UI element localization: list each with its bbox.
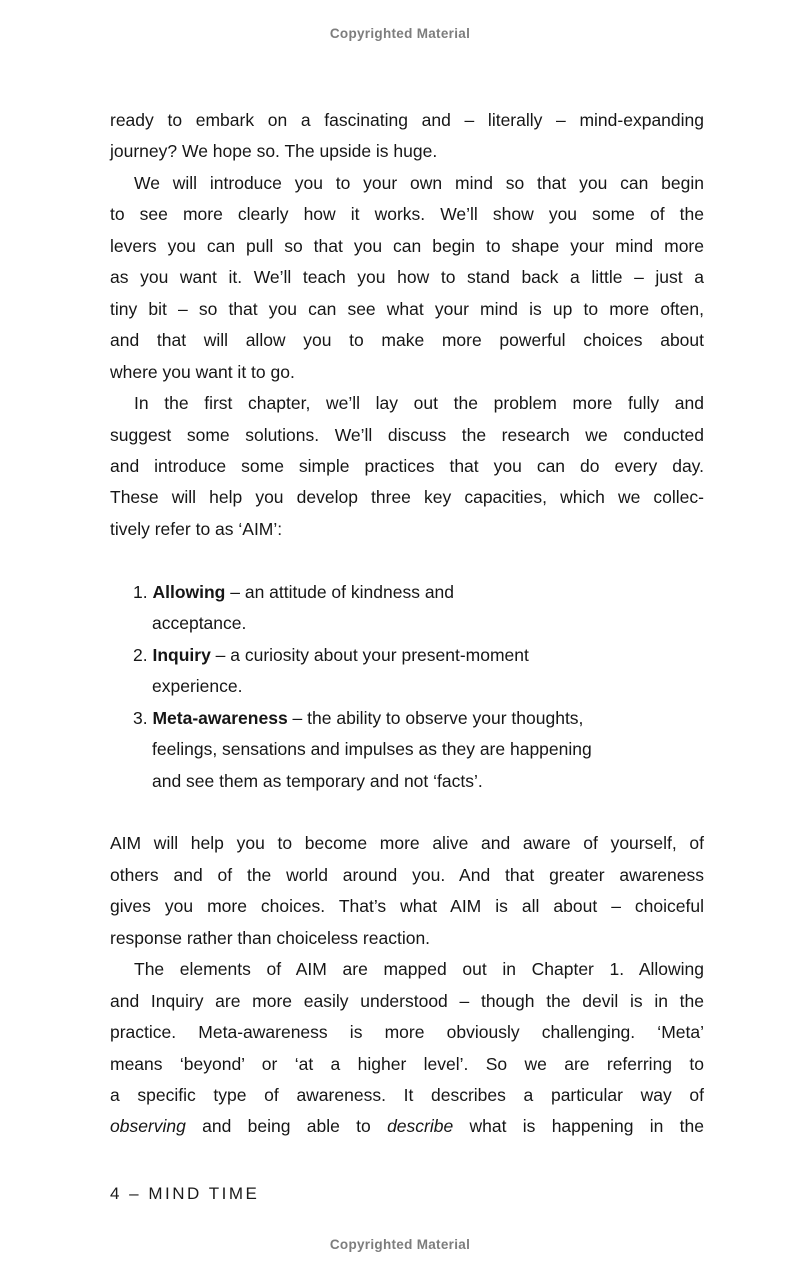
list-item-term: Meta-awareness <box>152 707 288 728</box>
numbered-list <box>110 577 704 797</box>
list-item <box>110 640 704 703</box>
text-line: means ‘beyond’ or ‘at a higher level’. So we are referring to <box>110 1053 704 1074</box>
text-line: to see more clearly how it works. We’ll show you some of the <box>110 204 704 225</box>
list-item-number: 1. <box>133 581 153 602</box>
text-line: practice. Meta-awareness is more obviously challenging. ‘Meta’ <box>110 1022 704 1043</box>
list-item <box>110 703 704 797</box>
paragraph <box>110 828 704 954</box>
text-line: where you want it to go. <box>110 361 295 382</box>
text-line: AIM will help you to become more alive and aware of yourself, of <box>110 833 704 854</box>
text-line: experience. <box>152 676 243 697</box>
text-line: others and of the world around you. And that greater awareness <box>110 864 704 885</box>
text-line: acceptance. <box>152 613 247 634</box>
text-line: We will introduce you to your own mind so that you can begin <box>134 172 704 193</box>
text-line: The elements of AIM are mapped out in Chapter 1. Allowing <box>134 959 704 980</box>
text-line: ready to embark on a fascinating and – literally – mind-expanding <box>110 110 704 130</box>
text-line: and Inquiry are more easily understood – though the devil is in the <box>110 990 704 1011</box>
list-item-term: Allowing <box>152 581 226 602</box>
text-line: gives you more choices. That’s what AIM is all about – choiceful <box>110 896 704 917</box>
text-line: suggest some solutions. We’ll discuss the research we conducted <box>110 424 704 445</box>
text-line: 2. Inquiry – a curiosity about your present-moment <box>133 644 529 665</box>
text-line: 1. Allowing – an attitude of kindness and <box>133 581 455 602</box>
text-line: In the first chapter, we’ll lay out the problem more fully and <box>134 393 704 414</box>
text-line: observing and being able to describe what is happening in the <box>110 1116 704 1137</box>
text-line: and that will allow you to make more powerful choices about <box>110 330 704 351</box>
text-line: response rather than choiceless reaction. <box>110 927 431 948</box>
text-line: tiny bit – so that you can see what your mind is up to more often, <box>110 298 704 319</box>
list-item <box>110 577 704 640</box>
text-line: tively refer to as ‘AIM’: <box>110 518 283 539</box>
list-item-term: Inquiry <box>152 644 211 665</box>
text-line: and see them as temporary and not ‘facts’. <box>152 770 483 791</box>
paragraph <box>110 105 704 168</box>
copyright-notice-bottom: Copyrighted Material <box>329 1237 471 1252</box>
text-line: These will help you develop three key capacities, which we collec- <box>110 487 704 508</box>
text-line: a specific type of awareness. It describes a particular way of <box>110 1085 704 1106</box>
paragraph <box>110 168 704 388</box>
list-item-number: 3. <box>133 707 153 728</box>
text-line: as you want it. We’ll teach you how to stand back a little – just a <box>110 267 704 288</box>
paragraph <box>110 388 704 545</box>
text-line: levers you can pull so that you can begin to shape your mind more <box>110 235 704 256</box>
text-line: 3. Meta-awareness – the ability to observe your thoughts, <box>133 707 584 728</box>
copyright-notice-top: Copyrighted Material <box>329 26 471 41</box>
text-line: feelings, sensations and impulses as they are happening <box>152 739 592 760</box>
text-line: journey? We hope so. The upside is huge. <box>110 141 438 162</box>
body-text <box>110 105 704 1143</box>
page-footer: 4 – MIND TIME <box>110 1184 260 1203</box>
paragraph <box>110 954 704 1143</box>
text-line: and introduce some simple practices that you can do every day. <box>110 455 704 476</box>
list-item-number: 2. <box>133 644 153 665</box>
